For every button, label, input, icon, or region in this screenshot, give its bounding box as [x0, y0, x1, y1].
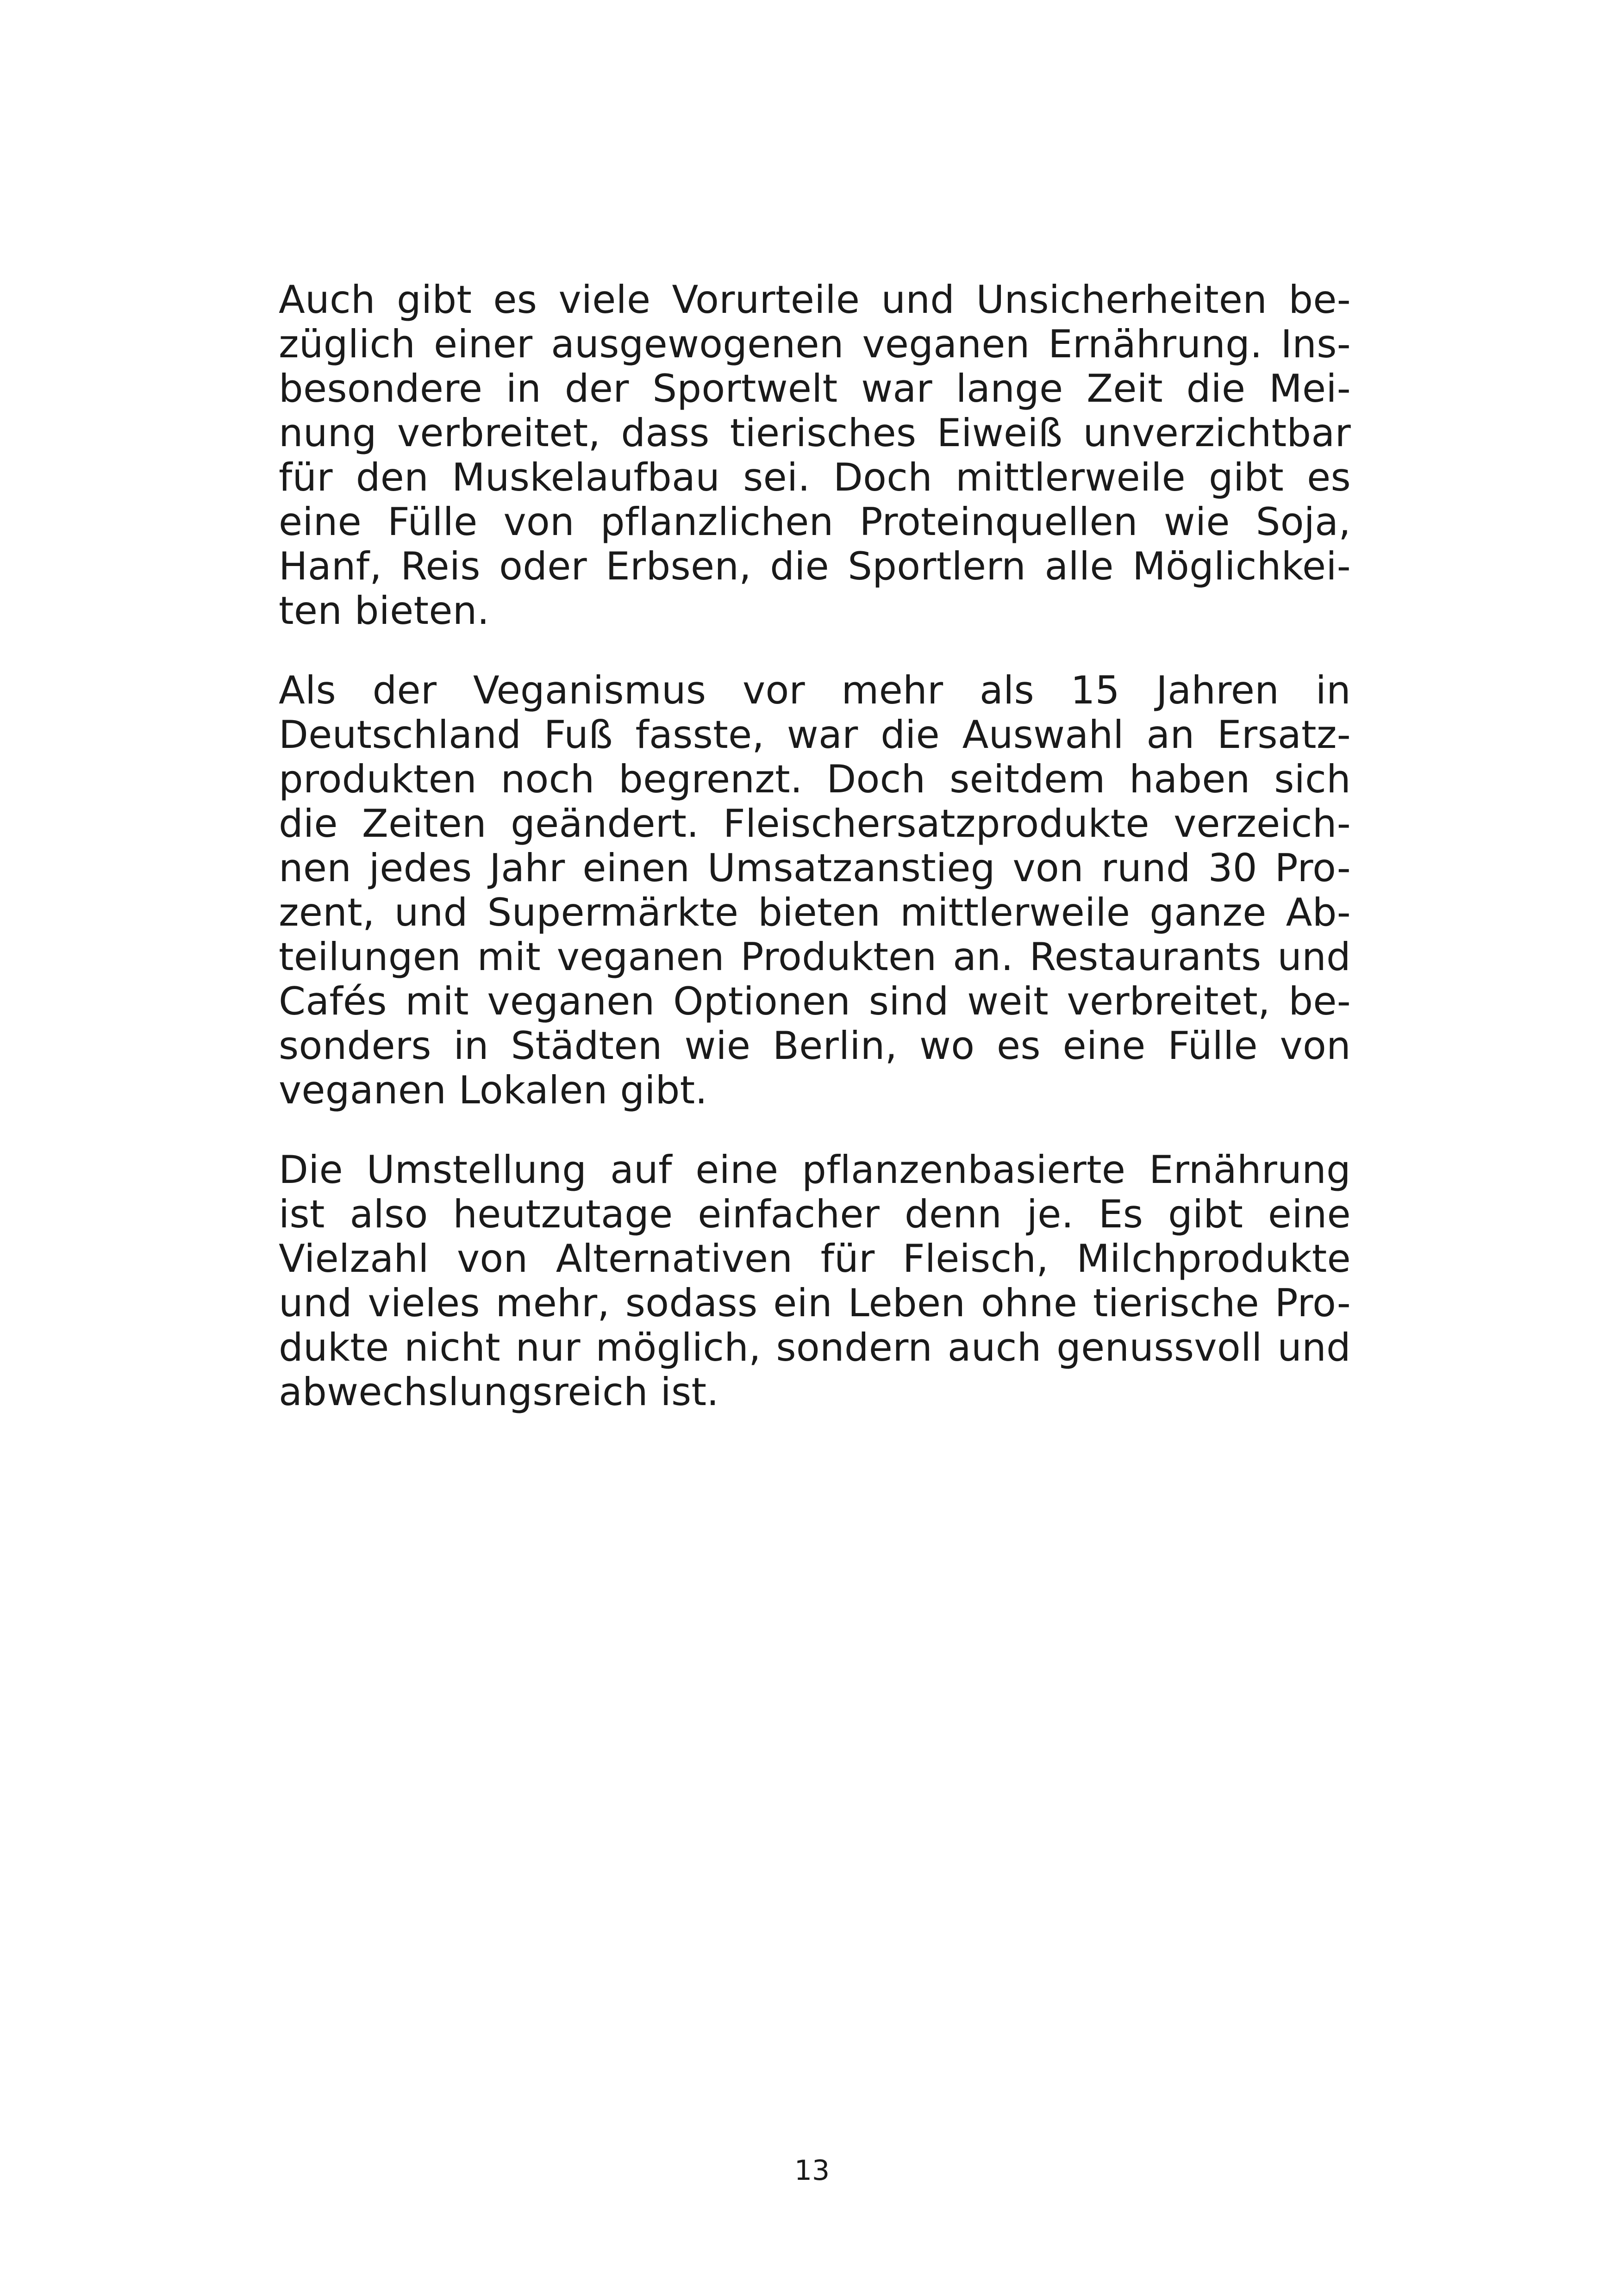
text-line: züglich einer ausgewogenen veganen Ernährung. Ins- — [279, 322, 1351, 367]
text-line: nung verbreitet, dass tierisches Eiweiß unverzichtbar — [279, 411, 1351, 455]
text-line: ten bieten. — [279, 588, 490, 633]
text-line: Als der Veganismus vor mehr als 15 Jahren in — [279, 668, 1351, 713]
paragraph-2 — [279, 668, 1351, 1113]
text-line: Auch gibt es viele Vorurteile und Unsicherheiten be- — [279, 277, 1351, 322]
text-line: ist also heutzutage einfacher denn je. Es gibt eine — [279, 1192, 1351, 1237]
text-line: besondere in der Sportwelt war lange Zeit die Mei- — [279, 366, 1351, 411]
text-line: produkten noch begrenzt. Doch seitdem haben sich — [279, 757, 1351, 802]
text-line: teilungen mit veganen Produkten an. Restaurants und — [279, 934, 1351, 979]
paragraph-3 — [279, 1148, 1351, 1414]
text-line: eine Fülle von pflanzlichen Proteinquellen wie Soja, — [279, 499, 1351, 544]
text-line: sonders in Städten wie Berlin, wo es eine Fülle von — [279, 1023, 1351, 1068]
text-line: für den Muskelaufbau sei. Doch mittlerweile gibt es — [279, 455, 1351, 500]
text-line: zent, und Supermärkte bieten mittlerweile ganze Ab- — [279, 890, 1351, 935]
text-line: Die Umstellung auf eine pflanzenbasierte Ernährung — [279, 1147, 1351, 1192]
text-line: Vielzahl von Alternativen für Fleisch, Milchprodukte — [279, 1236, 1351, 1281]
paragraph-1 — [279, 278, 1351, 633]
text-line: veganen Lokalen gibt. — [279, 1068, 708, 1113]
text-line: nen jedes Jahr einen Umsatzanstieg von rund 30 Pro- — [279, 846, 1351, 890]
text-line: Deutschland Fuß fasste, war die Auswahl an Ersatz- — [279, 712, 1351, 757]
text-line: dukte nicht nur möglich, sondern auch genussvoll und — [279, 1325, 1351, 1370]
text-line: und vieles mehr, sodass ein Leben ohne tierische Pro- — [279, 1281, 1351, 1325]
text-line: Cafés mit veganen Optionen sind weit verbreitet, be- — [279, 979, 1351, 1024]
text-line: abwechslungsreich ist. — [279, 1369, 719, 1414]
page-number: 13 — [794, 2154, 830, 2187]
text-line: Hanf, Reis oder Erbsen, die Sportlern alle Möglichkei- — [279, 544, 1351, 589]
text-line: die Zeiten geändert. Fleischersatzprodukte verzeich- — [279, 801, 1351, 846]
body-text — [279, 278, 1351, 1414]
